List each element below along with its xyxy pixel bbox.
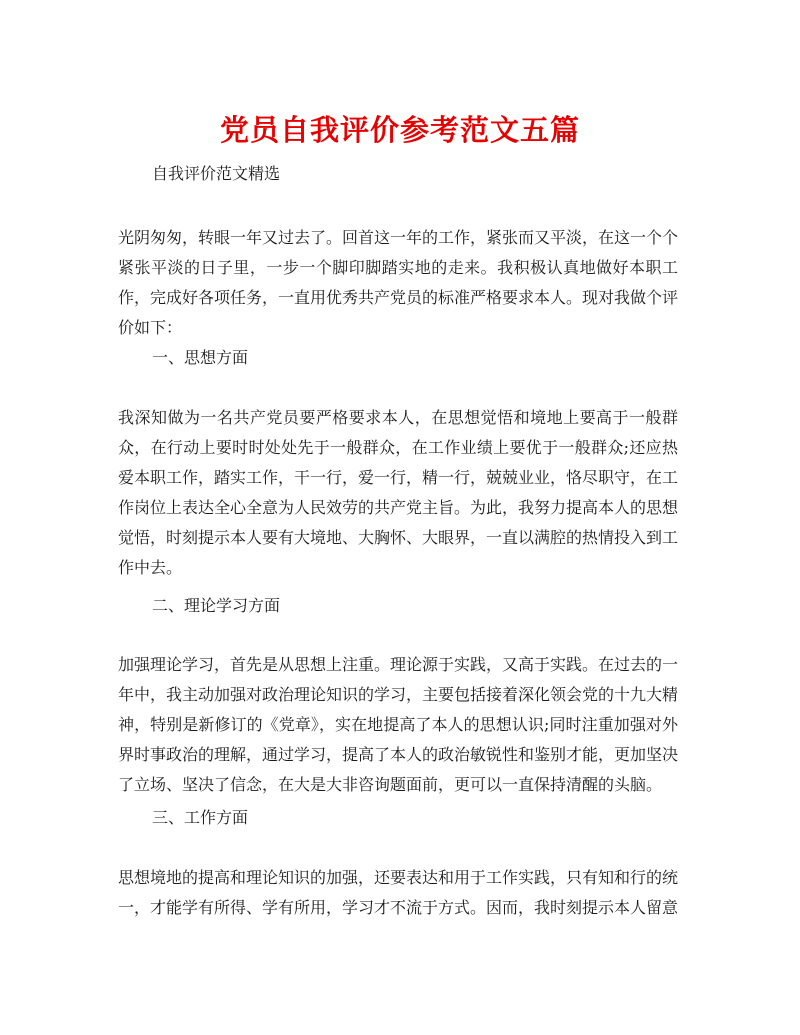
document-title: 党员自我评价参考范文五篇 [219,113,580,147]
paragraph-theory: 加强理论学习，首先是从思想上注重。理论源于实践，又高于实践。在过去的一年中，我主动加强对政治理论知识的学习，主要包括接着深化领会党的十九大精神，特别是新修订的《党章》，实在地提高了本人的思想认识;同时注重加强对外界时事政治的理解，通过学习，提高了本人的政治敏锐性和鉴别才能，更加坚决了立场、坚决了信念，在大是大非咨询题面前，更可以一直保持清醒的头脑。 [118,655,679,794]
paragraph-work: 思想境地的提高和理论知识的加强，还要表达和用于工作实践，只有知和行的统一，才能学有所得、学有所用，学习才不流于方式。因而，我时刻提示本人留意 [118,868,679,917]
paragraph-thought: 我深知做为一名共产党员要严格要求本人，在思想觉悟和境地上要高于一般群众，在行动上要时时处处先于一般群众，在工作业绩上要优于一般群众;还应热爱本职工作，踏实工作，干一行，爱一行，精一行，兢兢业业，恪尽职守，在工作岗位上表达全心全意为人民效劳的共产党主旨。为此，我努力提高本人的思想觉悟，时刻提示本人要有大境地、大胸怀、大眼界，一直以满腔的热情投入到工作中去。 [118,408,679,577]
section-heading-thought: 一、思想方面 [152,348,249,367]
section-heading-theory: 二、理论学习方面 [152,596,281,615]
section-heading-work: 三、工作方面 [152,808,249,827]
document-subtitle: 自我评价范文精选 [152,164,281,183]
paragraph-intro: 光阴匆匆，转眼一年又过去了。回首这一年的工作，紧张而又平淡，在这一个个紧张平淡的日子里，一步一个脚印脚踏实地的走来。我积极认真地做好本职工作，完成好各项任务，一直用优秀共产党员的标准严格要求本人。现对我做个评价如下： [118,228,679,337]
